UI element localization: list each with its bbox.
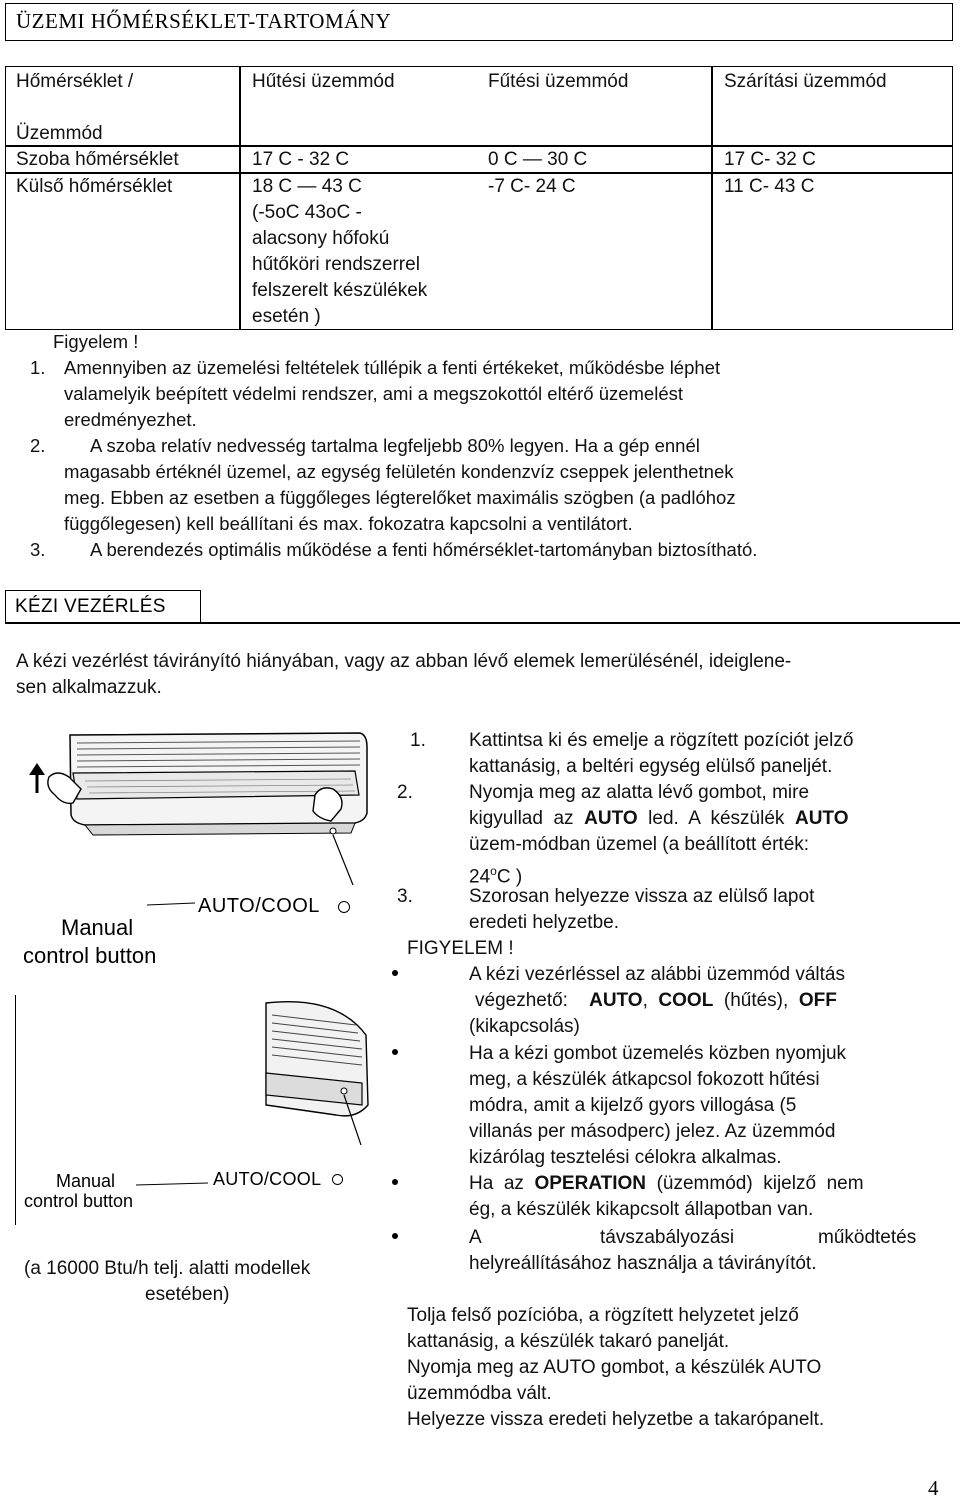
step-2-line2 <box>469 806 848 832</box>
bullet-4-dot <box>392 1233 398 1239</box>
bullet-1-text: végezhető: <box>475 990 568 1011</box>
manual-section-heading-box <box>5 590 201 624</box>
final-line1: Tolja felső pozícióba, a rögzített helyzetet jelző <box>407 1305 799 1326</box>
row-outdoor-label: Külső hőmérséklet <box>16 176 173 197</box>
final-line2: kattanásig, a készülék takaró panelját. <box>407 1331 730 1352</box>
bullet-1-off: OFF <box>798 990 837 1011</box>
note-3-number: 3. <box>30 539 46 560</box>
step-3-line1: Szorosan helyezze vissza az elülső lapot <box>469 886 815 907</box>
temperature-table <box>5 66 953 330</box>
header-heating: Fűtési üzemmód <box>488 71 629 92</box>
row-outdoor-heating: -7 C- 24 C <box>488 176 576 197</box>
bullet-2-line5: kizárólag tesztelési célokra alkalmas. <box>469 1147 782 1168</box>
step-2-auto-a: AUTO <box>584 808 638 829</box>
bullet-1-comma: , <box>642 990 648 1011</box>
row-outdoor-cooling-5: felszerelt készülékek <box>252 280 428 301</box>
step-2-line1: Nyomja meg az alatta lévő gombot, mire <box>469 782 810 803</box>
figure1-label-line2: control button <box>23 943 157 968</box>
bullet-3-text-b: (üzemmód) kijelző nem <box>646 1173 864 1194</box>
row-room-heating: 0 C — 30 C <box>488 149 588 170</box>
manual-intro-line2: sen alkalmazzuk. <box>16 677 162 698</box>
header-drying: Szárítási üzemmód <box>724 71 887 92</box>
bullet-3-text-a: Ha az <box>469 1173 535 1194</box>
step-2-number: 2. <box>397 782 413 803</box>
step-2-text-a: kigyullad az <box>469 808 585 829</box>
section-title: ÜZEMI HŐMÉRSÉKLET-TARTOMÁNY <box>16 9 392 33</box>
bullet-1-hutes: (hűtés), <box>723 990 789 1011</box>
bullet-2-line2: meg, a készülék átkapcsol fokozott hűtési <box>469 1069 820 1090</box>
note-1-line3: eredményezhet. <box>64 409 197 430</box>
figure1-button-icon <box>338 901 350 913</box>
row-outdoor-cooling-1: 18 C — 43 C <box>252 176 362 197</box>
bullet-4-line2: helyreállításához használja a távirányítót. <box>469 1253 817 1274</box>
bullet-3-line2: ég, a készülék kikapcsolt állapotban van. <box>469 1199 814 1220</box>
final-line5: Helyezze vissza eredeti helyzetbe a takarópanelt. <box>407 1409 825 1430</box>
bullet-2-line4: villanás per másodperc) jelez. Az üzemmód <box>469 1121 836 1142</box>
header-col1-line1: Hőmérséklet / <box>16 71 134 92</box>
bullet-3-operation: OPERATION <box>534 1173 647 1194</box>
note-2-line1: A szoba relatív nedvesség tartalma legfeljebb 80% legyen. Ha a gép ennél <box>90 435 700 456</box>
notes-heading: Figyelem ! <box>53 331 139 352</box>
bullet-4-word-c: működtetés <box>818 1227 917 1248</box>
bullet-2-line1: Ha a kézi gombot üzemelés közben nyomjuk <box>469 1043 847 1064</box>
figure2-label-line2: control button <box>24 1191 134 1211</box>
step-2-line3: üzem-módban üzemel (a beállított érték: <box>469 834 810 855</box>
warning-heading: FIGYELEM ! <box>407 938 514 959</box>
row-room-cooling: 17 C - 32 C <box>252 149 350 170</box>
section-title-box <box>5 3 953 41</box>
header-col1-line2: Üzemmód <box>16 123 103 144</box>
bullet-3-dot <box>392 1179 398 1185</box>
note-2-line2: magasabb értéknél üzemel, az egység felületén kondenzvíz cseppek jelenthetnek <box>64 461 734 482</box>
bullet-1-auto: AUTO <box>589 990 643 1011</box>
figure-caption-line2: esetében) <box>145 1284 230 1305</box>
bullet-1-line1: A kézi vezérléssel az alábbi üzemmód váltás <box>469 964 845 985</box>
final-line4: üzemmódba vált. <box>407 1383 552 1404</box>
note-1-number: 1. <box>30 357 46 378</box>
bullet-1-line3: (kikapcsolás) <box>469 1016 580 1037</box>
note-2-number: 2. <box>30 435 46 456</box>
step-1-number: 1. <box>410 730 426 751</box>
manual-intro-line1: A kézi vezérlést távirányító hiányában, vagy az abban lévő elemek lemerülésénél, ideiglene- <box>16 651 792 672</box>
bullet-2-line3: módra, amit a kijelző gyors villogása (5 <box>469 1095 797 1116</box>
figure2-button-icon <box>332 1174 343 1185</box>
note-3-line1: A berendezés optimális működése a fenti hőmérséklet-tartományban biztosítható. <box>90 539 758 560</box>
note-1-line2: valamelyik beépített védelmi rendszer, ami a megszokottól eltérő üzemelést <box>64 383 684 404</box>
bullet-1-dot <box>392 970 398 976</box>
row-outdoor-cooling-2: (-5oC 43oC - <box>252 202 362 223</box>
figure2-label-line1: Manual <box>56 1171 116 1191</box>
final-line3: Nyomja meg az AUTO gombot, a készülék AUTO <box>407 1357 822 1378</box>
section-divider <box>5 622 960 624</box>
figure2-button-label: AUTO/COOL <box>213 1169 322 1189</box>
figure1-button-label: AUTO/COOL <box>198 895 320 917</box>
bullet-4-word-a: A <box>469 1227 482 1248</box>
figure-indoor-unit-top <box>15 725 385 985</box>
note-1-line1: Amennyiben az üzemelési feltételek túllépik a fenti értékeket, működésbe léphet <box>64 357 721 378</box>
step-1-line1: Kattintsa ki és emelje a rögzített pozíciót jelző <box>469 730 854 751</box>
header-cooling: Hűtési üzemmód <box>252 71 395 92</box>
step-2-auto-b: AUTO <box>794 808 849 829</box>
step-2-degree: o <box>490 864 497 878</box>
bullet-3-line1 <box>469 1171 864 1197</box>
figure1-label-line1: Manual <box>61 915 134 940</box>
note-2-line3: meg. Ebben az esetben a függőleges légterelőket maximális szögben (a padlóhoz <box>64 487 736 508</box>
step-2-unit: C ) <box>496 866 523 888</box>
row-room-drying: 17 C- 32 C <box>724 149 816 170</box>
bullet-1-cool: COOL <box>658 990 714 1011</box>
row-room-label: Szoba hőmérséklet <box>16 149 179 170</box>
bullet-2-dot <box>392 1049 398 1055</box>
row-outdoor-cooling-3: alacsony hőfokú <box>252 228 390 249</box>
page-number: 4 <box>928 1476 939 1500</box>
step-3-line2: eredeti helyzetbe. <box>469 912 619 933</box>
row-outdoor-cooling-4: hűtőköri rendszerrel <box>252 254 420 275</box>
bullet-4-word-b: távszabályozási <box>600 1227 735 1248</box>
row-outdoor-drying: 11 C- 43 C <box>724 176 815 197</box>
step-2-text-b: led. A készülék <box>637 808 795 829</box>
manual-section-heading: KÉZI VEZÉRLÉS <box>15 596 166 617</box>
figure-caption-line1: (a 16000 Btu/h telj. alatti modellek <box>24 1258 311 1279</box>
bullet-1-line2 <box>475 988 837 1014</box>
step-1-line2: kattanásig, a beltéri egység elülső paneljét. <box>469 756 833 777</box>
figure-small-unit <box>15 995 386 1225</box>
row-outdoor-cooling-6: esetén ) <box>252 306 321 327</box>
step-3-number: 3. <box>397 886 413 907</box>
note-2-line4: függőlegesen) kell beállítani és max. fokozatra kapcsolni a ventilátort. <box>64 513 633 534</box>
step-2-value: 24 <box>469 866 491 888</box>
